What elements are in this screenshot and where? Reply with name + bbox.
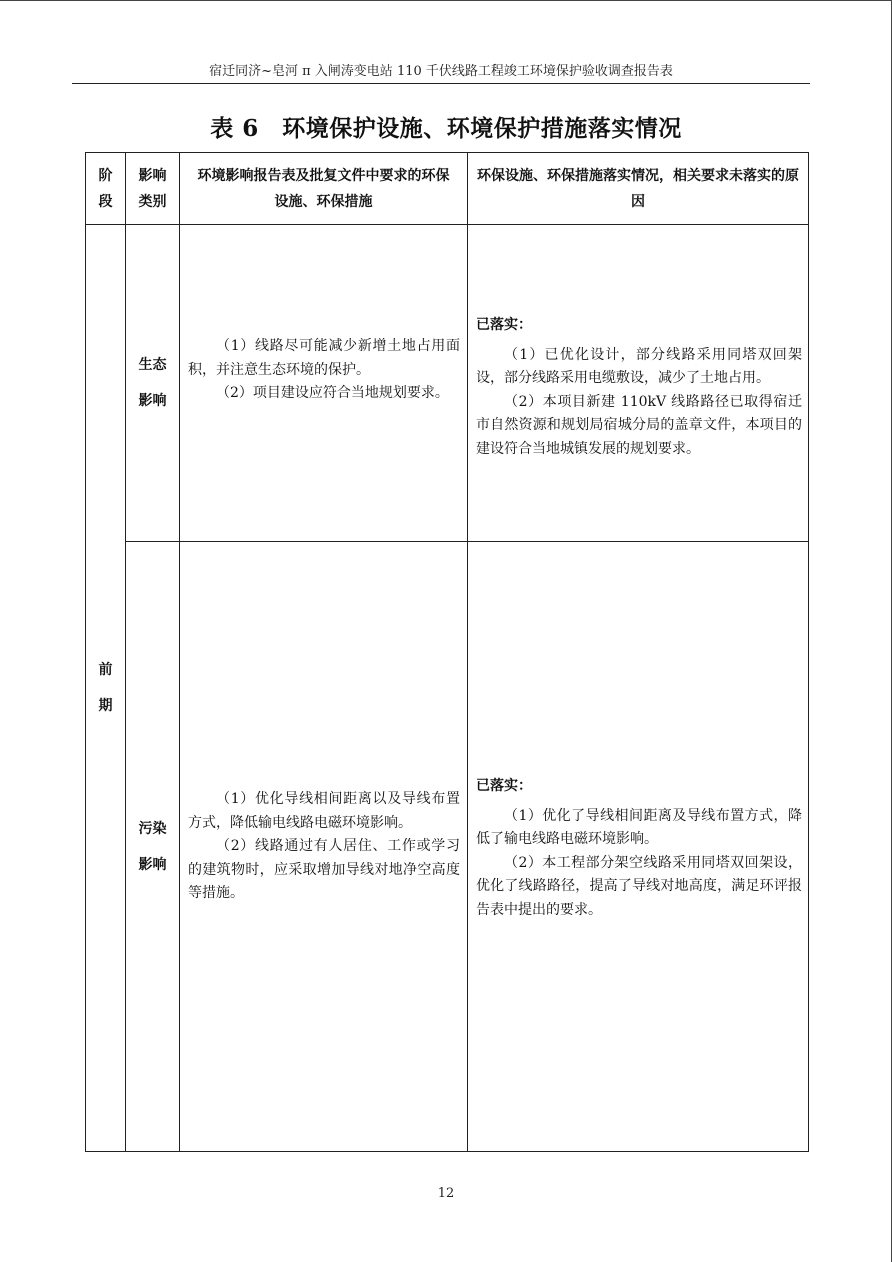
requirements-pollution [180, 542, 467, 1151]
impact-type-ecological-line-1: 生态 [138, 357, 167, 373]
header-implementation-text: 环保设施、环保措施落实情况，相关要求未落实的原因 [477, 167, 799, 210]
table-bottom-border [85, 1151, 809, 1152]
requirements-ecological [180, 225, 467, 541]
header-impact-type-line-1: 影响 [138, 167, 167, 184]
header-impact-type [126, 153, 179, 224]
header-impact-type-line-2: 类别 [138, 193, 167, 210]
implementation-item: （2）本工程部分架空线路采用同塔双回架设，优化了线路路径，提高了导线对地高度，满足环评报告表中提出的要求。 [476, 854, 802, 918]
header-requirements-text: 环境影响报告表及批复文件中要求的环保设施、环保措施 [197, 167, 450, 210]
impact-type-ecological [126, 225, 179, 541]
header-rule [72, 83, 810, 84]
requirement-item: （2）项目建设应符合当地规划要求。 [216, 385, 449, 401]
header-implementation [468, 153, 808, 224]
table-right-border [808, 152, 809, 1152]
table-title: 表 6 环境保护设施、环境保护措施落实情况 [210, 115, 682, 142]
impact-type-pollution-line-2: 影响 [138, 856, 167, 873]
header-requirements [180, 153, 467, 224]
requirement-item: （1）线路尽可能减少新增土地占用面积，并注意生态环境的保护。 [188, 338, 460, 378]
header-stage-line-2: 段 [98, 193, 113, 210]
impact-type-pollution-line-1: 污染 [138, 820, 167, 837]
page-number: 12 [437, 1186, 455, 1201]
measures-table [85, 152, 809, 1152]
impact-type-pollution [126, 542, 179, 1151]
status-lead: 已落实： [476, 778, 532, 794]
header-stage [86, 153, 125, 224]
stage-label-1: 前 [98, 662, 113, 678]
implementation-ecological [468, 225, 808, 541]
stage-label-2: 期 [98, 698, 113, 714]
running-header: 宿迁同济~皂河 π 入闸涛变电站 110 千伏线路工程竣工环境保护验收调查报告表 [209, 64, 673, 79]
impact-type-ecological-line-2: 影响 [138, 393, 167, 409]
implementation-item: （1）已优化设计，部分线路采用同塔双回架设，部分线路采用电缆敷设，减少了土地占用。 [476, 346, 802, 386]
implementation-pollution [468, 542, 808, 1151]
implementation-item: （2）本项目新建 110kV 线路路径已取得宿迁市自然资源和规划局宿城分局的盖章文件，本项目的建设符合当地城镇发展的规划要求。 [476, 393, 802, 457]
stage-cell [86, 225, 125, 1151]
requirement-item: （1）优化导线相间距离以及导线布置方式，降低输电线路电磁环境影响。 [188, 791, 460, 831]
requirement-item: （2）线路通过有人居住、工作或学习的建筑物时，应采取增加导线对地净空高度等措施。 [188, 838, 460, 901]
implementation-item: （1）优化了导线相间距离及导线布置方式，降低了输电线路电磁环境影响。 [476, 807, 802, 847]
status-lead: 已落实： [476, 317, 532, 333]
header-stage-line-1: 阶 [98, 167, 113, 184]
page-top-edge [0, 0, 892, 1]
